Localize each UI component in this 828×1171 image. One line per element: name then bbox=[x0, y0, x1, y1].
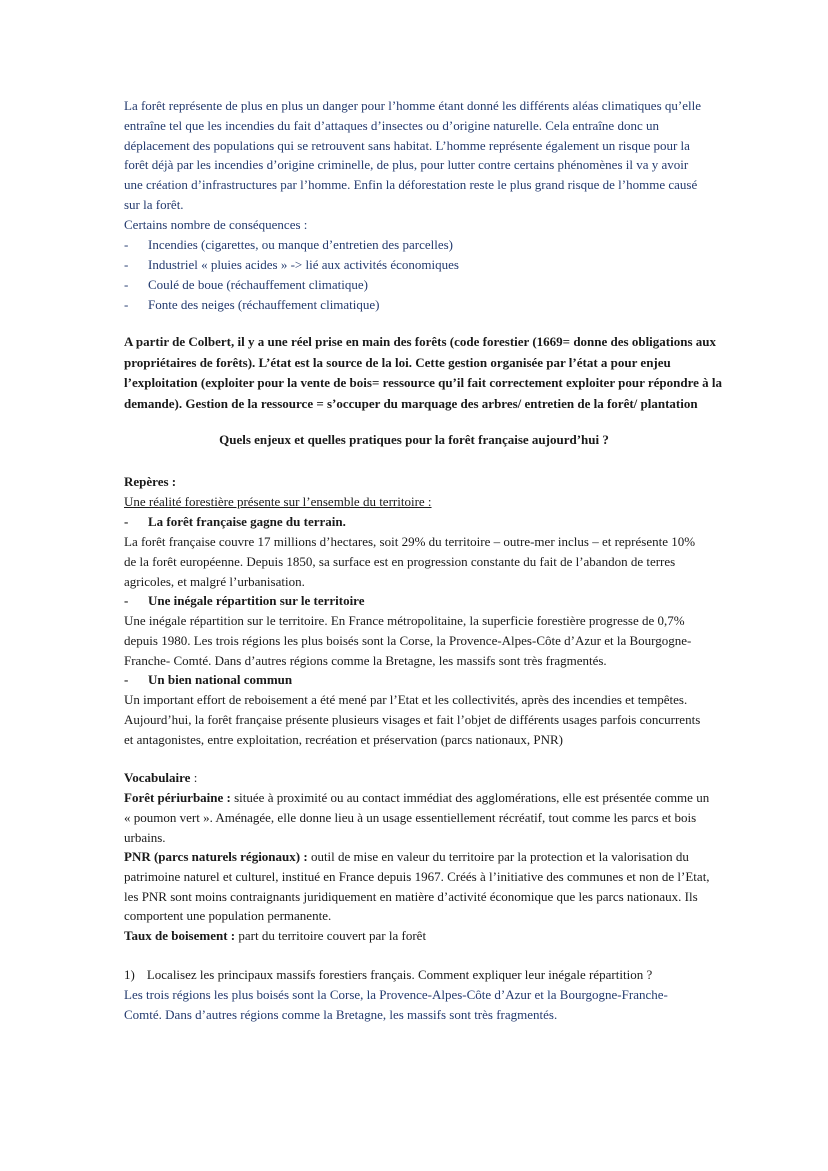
intro-line: déplacement des populations qui se retrouvent sans habitat. L’homme représente également un risque pour la bbox=[124, 137, 690, 153]
intro-line: une création d’infrastructures par l’homme. Enfin la déforestation reste le plus grand risque de l’homme causé bbox=[124, 177, 698, 193]
colbert-line: propriétaires de forêts). L’état est la source de la loi. Cette gestion organisée par l’état a pour enjeu bbox=[124, 354, 671, 370]
vocab-term: PNR (parcs naturels régionaux) : bbox=[124, 849, 308, 864]
vocab-term: Taux de boisement : bbox=[124, 928, 236, 943]
intro-line: forêt déjà par les incendies d’origine criminelle, de plus, pour lutter contre certains phénomènes il va y avoir bbox=[124, 157, 689, 173]
consequence-item: - Industriel « pluies acides » -> lié aux activités économiques bbox=[124, 255, 459, 275]
colbert-line: A partir de Colbert, il y a une réel prise en main des forêts (code forestier (1669= donne des obligations aux bbox=[124, 334, 717, 349]
intro-line: sur la forêt. bbox=[124, 196, 184, 212]
question-1-answer: Les trois régions les plus boisés sont la Corse, la Provence-Alpes-Côte d’Azur et la Bourgogne-Franche- Comté. Dans d’autres régions comme la Bretagne, les massifs sont très fragmentés. bbox=[124, 987, 668, 1022]
vocab-definition: PNR (parcs naturels régionaux) : outil de mise en valeur du territoire par la protection et la valorisation du patrimoine naturel et culturel, institué en France depuis 1967. Créés à l’initiative des communes et non de l’Etat, les PNR sont moins contraignants juridiquement en matière d’activité économique que les parcs nationaux. Ils comportent une population permanente. bbox=[124, 849, 710, 924]
question-text: Localisez les principaux massifs forestiers français. Comment expliquer leur inégale répartition ? bbox=[146, 967, 653, 982]
reperes-title: Repères : bbox=[124, 474, 177, 489]
vocab-term: Forêt périurbaine : bbox=[124, 790, 231, 805]
dash-bullet: - bbox=[124, 237, 129, 252]
consequence-item: - Incendies (cigarettes, ou manque d’entretien des parcelles) bbox=[124, 235, 453, 255]
dash-bullet: - bbox=[124, 277, 129, 292]
section-question-title: Quels enjeux et quelles pratiques pour la forêt française aujourd’hui ? bbox=[219, 432, 609, 447]
vocab-definition: Forêt périurbaine : située à proximité ou au contact immédiat des agglomérations, elle est présentée comme un « poumon vert ». Aménagée, elle donne lieu à un usage essentiellement récréatif, tout comme les parcs et bois urbains. bbox=[124, 790, 710, 845]
reperes-heading: - La forêt française gagne du terrain. bbox=[124, 512, 346, 532]
reperes-subtitle: Une réalité forestière présente sur l’ensemble du territoire : bbox=[124, 494, 432, 509]
reperes-paragraph: Une inégale répartition sur le territoire. En France métropolitaine, la superficie forestière progresse de 0,7% depuis 1980. Les trois régions les plus boisés sont la Corse, la Provence-Alpes-Côte d’Azur et la Bourgogne- Franche- Comté. Dans d’autres régions comme la Bretagne, les massifs sont très fragmentés. bbox=[124, 613, 692, 668]
consequence-item: - Coulé de boue (réchauffement climatique) bbox=[124, 275, 368, 295]
intro-line: La forêt représente de plus en plus un danger pour l’homme étant donné les différents aléas climatiques qu’elle bbox=[124, 98, 701, 113]
question-1 bbox=[124, 965, 724, 985]
consequences-label: Certains nombre de conséquences : bbox=[124, 216, 308, 232]
dash-bullet: - bbox=[124, 514, 129, 529]
intro-line: entraîne tel que les incendies du fait d’attaques d’insectes ou d’origine naturelle. Cela entraîne donc un bbox=[124, 117, 659, 133]
reperes-paragraph: Un important effort de reboisement a été mené par l’Etat et les collectivités, après des incendies et tempêtes. Aujourd’hui, la forêt française présente plusieurs visages et fait l’objet de différents usages parfois concurrents et antagonistes, entre exploitation, recréation et préservation (parcs nationaux, PNR) bbox=[124, 692, 701, 747]
colbert-paragraph bbox=[124, 332, 724, 414]
reperes-paragraph: La forêt française couvre 17 millions d’hectares, soit 29% du territoire – outre-mer inclus – et représente 10% de la forêt européenne. Depuis 1850, sa surface est en progression constante du fait de l’abandon de terres agricoles, et malgré l’urbanisation. bbox=[124, 534, 696, 589]
colbert-line: demande). Gestion de la ressource = s’occuper du marquage des arbres/ entretien de la forêt/ plantation bbox=[124, 395, 698, 411]
reperes-heading: - Un bien national commun bbox=[124, 670, 292, 690]
vocabulaire-title: Vocabulaire : bbox=[124, 770, 198, 785]
dash-bullet: - bbox=[124, 672, 129, 687]
consequence-item: - Fonte des neiges (réchauffement climatique) bbox=[124, 295, 380, 315]
intro-paragraph bbox=[124, 96, 724, 235]
reperes-heading: - Une inégale répartition sur le territoire bbox=[124, 591, 365, 611]
question-number: 1) bbox=[124, 967, 135, 982]
dash-bullet: - bbox=[124, 593, 129, 608]
vocab-definition: Taux de boisement : part du territoire couvert par la forêt bbox=[124, 928, 427, 943]
colbert-line: l’exploitation (exploiter pour la vente de bois= ressource qu’il fait correctement exploiter pour répondre à la bbox=[124, 375, 722, 390]
dash-bullet: - bbox=[124, 297, 129, 312]
dash-bullet: - bbox=[124, 257, 129, 272]
